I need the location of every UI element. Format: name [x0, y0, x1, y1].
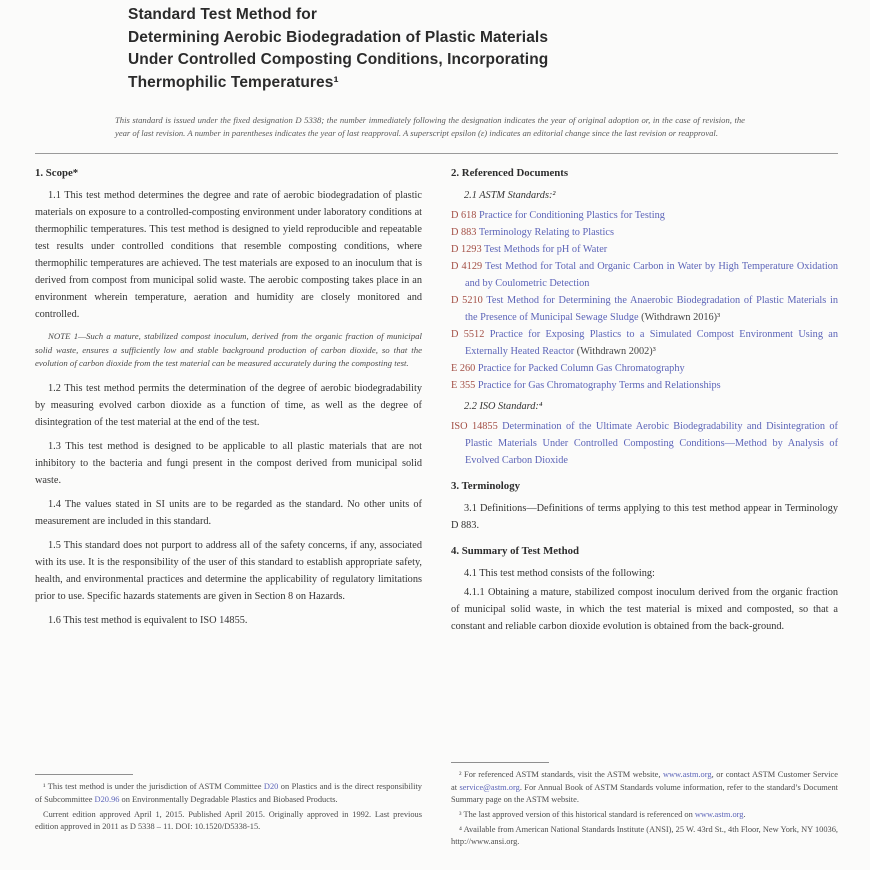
footnote-3-text-2: .: [743, 810, 746, 820]
reference-designation: D 4129: [451, 261, 483, 273]
header-rule: [35, 153, 838, 154]
footnote-1-text-3: on Environmentally Degradable Plastics and Biobased Products.: [119, 794, 338, 804]
reference-item: [451, 241, 838, 258]
reference-withdrawn-note: (Withdrawn 2002)³: [574, 346, 656, 358]
para-1-3: 1.3 This test method is designed to be applicable to all plastic materials that are not inhibitory to the bacteria and fungi present in the compost derived from municipal solid waste.: [35, 440, 422, 486]
reference-title-link[interactable]: Practice for Packed Column Gas Chromatography: [477, 363, 685, 375]
astm-service-email-link[interactable]: service@astm.org: [459, 782, 520, 792]
para-3-1: 3.1 Definitions—Definitions of terms applying to this test method appear in Terminology D 883.: [451, 503, 838, 532]
right-footnotes: [451, 762, 838, 851]
reference-item-iso: [451, 418, 838, 469]
right-footnote-rule: [451, 762, 549, 763]
reference-designation: D 5512: [451, 329, 485, 341]
left-footnotes: [35, 774, 422, 836]
reference-title-link[interactable]: Test Methods for pH of Water: [484, 244, 608, 256]
footnote-2-text-3: . For Annual Book of ASTM Standards volume information, refer to the standard’s Document Summary page on the ASTM website.: [451, 782, 839, 804]
astm-website-link-2[interactable]: www.astm.org: [694, 810, 744, 820]
footnote-4: ⁴ Available from American National Standards Institute (ANSI), 25 W. 43rd St., 4th Floor, New York, NY 10036, http://www.ansi.org.: [451, 825, 838, 847]
astm-standards-subheading: 2.1 ASTM Standards:²: [464, 190, 556, 202]
para-4-1-1: 4.1.1 Obtaining a mature, stabilized compost inoculum derived from the organic fraction of municipal solid waste, in which the test material is mixed and composted, so that a constant and reliable carbon dioxide evolution is obtained from the back-ground.: [451, 587, 838, 633]
right-column: [451, 162, 838, 860]
reference-title-link[interactable]: Practice for Conditioning Plastics for Testing: [479, 210, 665, 222]
para-1-6: 1.6 This test method is equivalent to ISO 14855.: [48, 614, 248, 626]
reference-item: [451, 258, 838, 292]
left-column: [35, 162, 422, 860]
reference-title-link[interactable]: Terminology Relating to Plastics: [478, 227, 614, 239]
reference-designation: D 883: [451, 227, 477, 239]
astm-website-link[interactable]: www.astm.org: [662, 770, 712, 780]
para-1-5: 1.5 This standard does not purport to address all of the safety concerns, if any, associated with its use. It is the responsibility of the user of this standard to establish appropriate safety, health, and environmental practices and determine the applicability of regulatory limitations prior to use. Specific hazards statements are given in Section 8 on Hazards.: [35, 539, 422, 602]
footnote-1-text: ¹ This test method is under the jurisdiction of ASTM Committee: [43, 782, 264, 792]
reference-designation: D 5210: [451, 295, 483, 307]
footnote-2-text: ² For referenced ASTM standards, visit the ASTM website,: [459, 770, 663, 780]
reference-designation: E 260: [451, 363, 476, 375]
para-1-2: 1.2 This test method permits the determination of the degree of aerobic biodegradability by measuring evolved carbon dioxide as a function of time, as well as the degree of disintegration of the test material at the end of the test.: [35, 382, 422, 428]
reference-item: [451, 292, 838, 326]
reference-item: [451, 207, 838, 224]
reference-item: [451, 224, 838, 241]
footnote-3: [451, 809, 838, 821]
para-4-1: 4.1 This test method consists of the following:: [464, 568, 655, 580]
para-1-1: 1.1 This test method determines the degree and rate of aerobic biodegradation of plastic materials on exposure to a controlled-composting environment under laboratory conditions at thermophilic temperatures. This test method is designed to yield reproducible and repeatable test results under controlled conditions that resemble composting conditions, where thermophilic temperatures are achieved. The test materials are exposed to an inoculum that is derived from compost from municipal solid waste. The aerobic composting takes place in an environment wherein temperature, aeration and humidity are closely monitored and controlled.: [35, 190, 422, 321]
reference-item: [451, 360, 838, 377]
reference-designation: D 1293: [451, 244, 482, 256]
reference-withdrawn-note: (Withdrawn 2016)³: [638, 312, 721, 324]
title-line-2: Determining Aerobic Biodegradation of Plastic Materials: [128, 28, 549, 46]
footnote-2: [451, 769, 838, 806]
footnote-1-text-2: on Plastics and is the direct responsibility of Subcommittee: [35, 782, 422, 804]
footnote-2-text-2: , or contact ASTM Customer Service at: [451, 770, 838, 792]
reference-title-link[interactable]: Test Method for Total and Organic Carbon in Water by High Temperature Oxidation and by Coulometric Detection: [465, 261, 838, 290]
footnote-1: [35, 781, 422, 805]
referenced-documents-heading: 2. Referenced Documents: [451, 167, 569, 180]
footnote-3-text: ³ The last approved version of this historical standard is referenced on: [459, 810, 695, 820]
title-line-4: Thermophilic Temperatures¹: [128, 73, 339, 91]
iso-standard-subheading: 2.2 ISO Standard:⁴: [464, 401, 543, 413]
title-line-3: Under Controlled Composting Conditions, Incorporating: [128, 51, 549, 68]
reference-designation: ISO 14855: [451, 421, 498, 433]
reference-title-link[interactable]: Test Method for Determining the Anaerobic Biodegradation of Plastic Materials in the Presence of Municipal Sewage Sludge: [465, 295, 838, 324]
summary-heading: 4. Summary of Test Method: [451, 545, 580, 558]
scope-heading: 1. Scope*: [35, 167, 79, 180]
reference-designation: E 355: [451, 380, 476, 392]
reference-item: [451, 377, 838, 394]
committee-d20-link[interactable]: D20: [263, 782, 279, 792]
terminology-heading: 3. Terminology: [451, 480, 520, 493]
reference-title-link[interactable]: Practice for Exposing Plastics to a Simulated Compost Environment Using an Externally Heated Reactor: [465, 329, 839, 358]
issuance-note: This standard is issued under the fixed designation D 5338; the number immediately following the designation indicates the year of original adoption or, in the case of revision, the year of last revision. A number in parentheses indicates the year of last reapproval. A superscript epsilon (ε) indicates an editorial change since the last revision or reapproval.: [115, 115, 745, 139]
title-line-1: Standard Test Method for: [128, 6, 317, 23]
reference-title-link[interactable]: Practice for Gas Chromatography Terms and Relationships: [477, 380, 721, 392]
body-columns: [35, 162, 870, 860]
subcommittee-d2096-link[interactable]: D20.96: [94, 794, 120, 804]
title-block: [128, 4, 768, 94]
left-footnote-rule: [35, 774, 133, 775]
footnote-current-edition: Current edition approved April 1, 2015. Published April 2015. Originally approved in 1992. Last previous edition approved in 2011 as D 5338 – 11. DOI: 10.1520/D5338-15.: [35, 809, 422, 832]
note-1: NOTE 1—Such a mature, stabilized compost inoculum, derived from the organic fraction of municipal solid waste, ensures a sufficiently low and stable background production of carbon dioxide, so that the evolution of carbon dioxide from the test material can be measured accurately during the composting test.: [35, 331, 422, 369]
para-1-4: 1.4 The values stated in SI units are to be regarded as the standard. No other units of measurement are included in this standard.: [35, 498, 422, 527]
reference-designation: D 618: [451, 210, 477, 222]
reference-title-link[interactable]: Determination of the Ultimate Aerobic Biodegradability and Disintegration of Plastic Materials Under Controlled Composting Conditions—Method by Analysis of Evolved Carbon Dioxide: [465, 421, 838, 467]
reference-item: [451, 326, 838, 360]
